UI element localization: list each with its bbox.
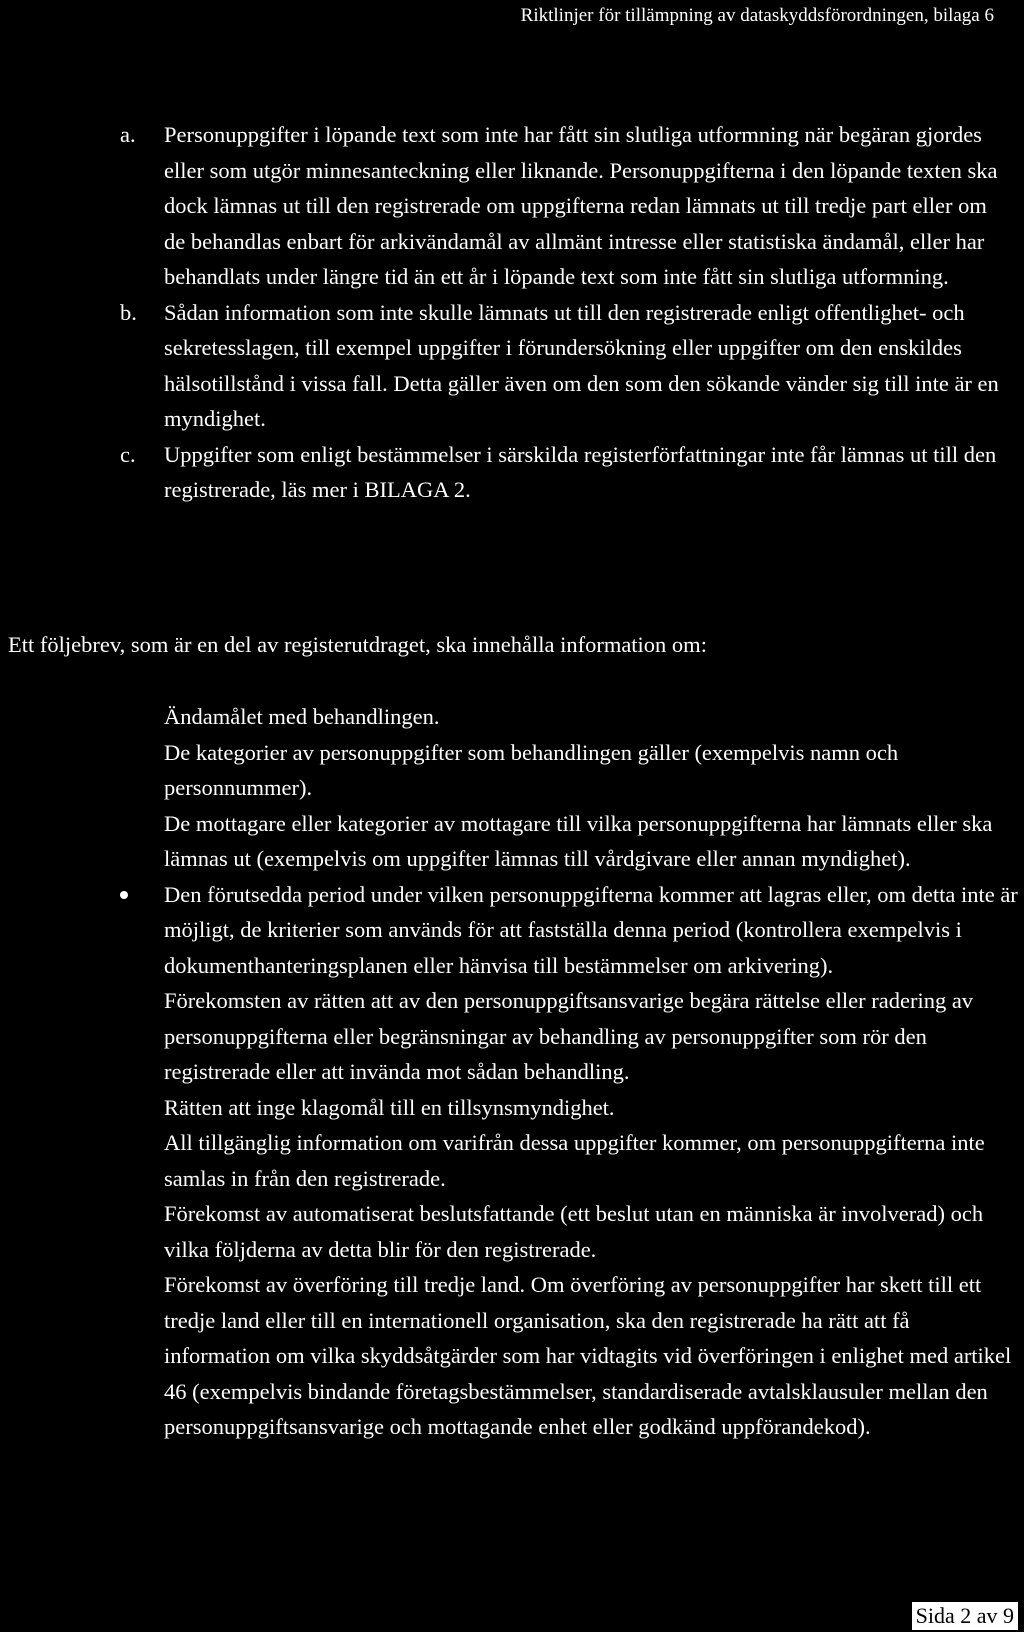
list-item-c (120, 437, 1010, 508)
lettered-list (120, 117, 1010, 508)
running-header: Riktlinjer för tillämpning av dataskyddsförordningen, bilaga 6 (520, 5, 994, 26)
intro-paragraph: Ett följebrev, som är en del av registerutdraget, ska innehålla information om: (8, 632, 707, 657)
list-letter: b. (120, 299, 137, 325)
bullet-item-text: Förekomst av överföring till tredje land. Om överföring av personuppgifter har skett till ett tredje land eller till en internationell organisation, ska den registrerade ha rätt att få information om vilka skyddsåtgärder som har vidtagits vid överföringen i enlighet med artikel 46 (exempelvis bindande företagsbestämmelser, standardiserade avtalsklausuler mellan den personuppgiftsansvarige och mottagande enhet eller godkänd uppförandekod). (164, 1272, 1012, 1439)
list-item-text: Uppgifter som enligt bestämmelser i särskilda registerförfattningar inte får lämnas ut till den registrerade, läs mer i BILAGA 2. (164, 441, 997, 502)
bullet-item-text: Förekomsten av rätten att av den personuppgiftsansvarige begära rättelse eller radering av personuppgifterna eller begränsningar av behandling av personuppgifter som rör den registrerade eller att invända mot sådan behandling. (164, 988, 974, 1084)
bullet-item-text: All tillgänglig information om varifrån dessa uppgifter kommer, om personuppgifterna inte samlas in från den registrerade. (164, 1130, 985, 1191)
list-item-text: Sådan information som inte skulle lämnats ut till den registrerade enligt offentlighet- och sekretesslagen, till exempel uppgifter i förundersökning eller uppgifter om den enskildes hälsotillstånd i vissa fall. Detta gäller även om den som den sökande vänder sig till inte är en myndighet. (164, 299, 999, 431)
bullet-icon (120, 1281, 128, 1289)
bullet-item-text: Förekomst av automatiserat beslutsfattande (ett beslut utan en människa är involverad) och vilka följderna av detta blir för den registrerade. (164, 1201, 984, 1262)
bullet-icon (120, 820, 128, 828)
bullet-item (120, 1125, 1020, 1196)
bullet-item-text: Ändamålet med behandlingen. (164, 704, 440, 729)
bullet-item (120, 735, 1020, 806)
bullet-item (120, 699, 1020, 735)
bullet-icon (120, 713, 128, 721)
bullet-item (120, 1196, 1020, 1267)
bullet-item (120, 983, 1020, 1090)
bullet-item-text: De mottagare eller kategorier av mottagare till vilka personuppgifterna har lämnats eller ska lämnas ut (exempelvis om uppgifter lämnas till vårdgivare eller annan myndighet). (164, 810, 993, 871)
list-item-text: Personuppgifter i löpande text som inte har fått sin slutliga utformning när begäran gjordes eller som utgör minnesanteckning eller liknande. Personuppgifterna i den löpande texten ska dock lämnas ut till den registrerade om uppgifterna redan lämnats ut till tredje part eller om de behandlas enbart för arkivändamål av allmänt intresse eller statistiska ändamål, eller har behandlats under längre tid än ett år i löpande text som inte fått sin slutliga utformning. (164, 122, 998, 289)
list-item-b (120, 295, 1010, 437)
list-letter: a. (120, 122, 136, 147)
bullet-item-text: Den förutsedda period under vilken personuppgifterna kommer att lagras eller, om detta inte är möjligt, de kriterier som används för att fastställa denna period (kontrollera exempelvis i dokumenthanteringsplanen eller hänvisa till bestämmelser om arkivering). (164, 881, 1018, 978)
bullet-icon (120, 997, 128, 1005)
bullet-list (120, 699, 1020, 1445)
bullet-item-text: Rätten att inge klagomål till en tillsynsmyndighet. (164, 1094, 615, 1120)
bullet-item (120, 877, 1020, 984)
bullet-icon (120, 749, 128, 757)
bullet-icon (120, 1210, 128, 1218)
list-item-a (120, 117, 1010, 295)
list-letter: c. (120, 441, 136, 467)
bullet-icon (120, 1104, 128, 1112)
bullet-item (120, 1267, 1020, 1445)
page-number: Sida 2 av 9 (912, 1602, 1018, 1630)
bullet-item (120, 1090, 1020, 1126)
bullet-icon (120, 1139, 128, 1147)
bullet-icon (120, 891, 128, 899)
bullet-item (120, 806, 1020, 877)
bullet-item-text: De kategorier av personuppgifter som behandlingen gäller (exempelvis namn och personnummer). (164, 739, 899, 800)
